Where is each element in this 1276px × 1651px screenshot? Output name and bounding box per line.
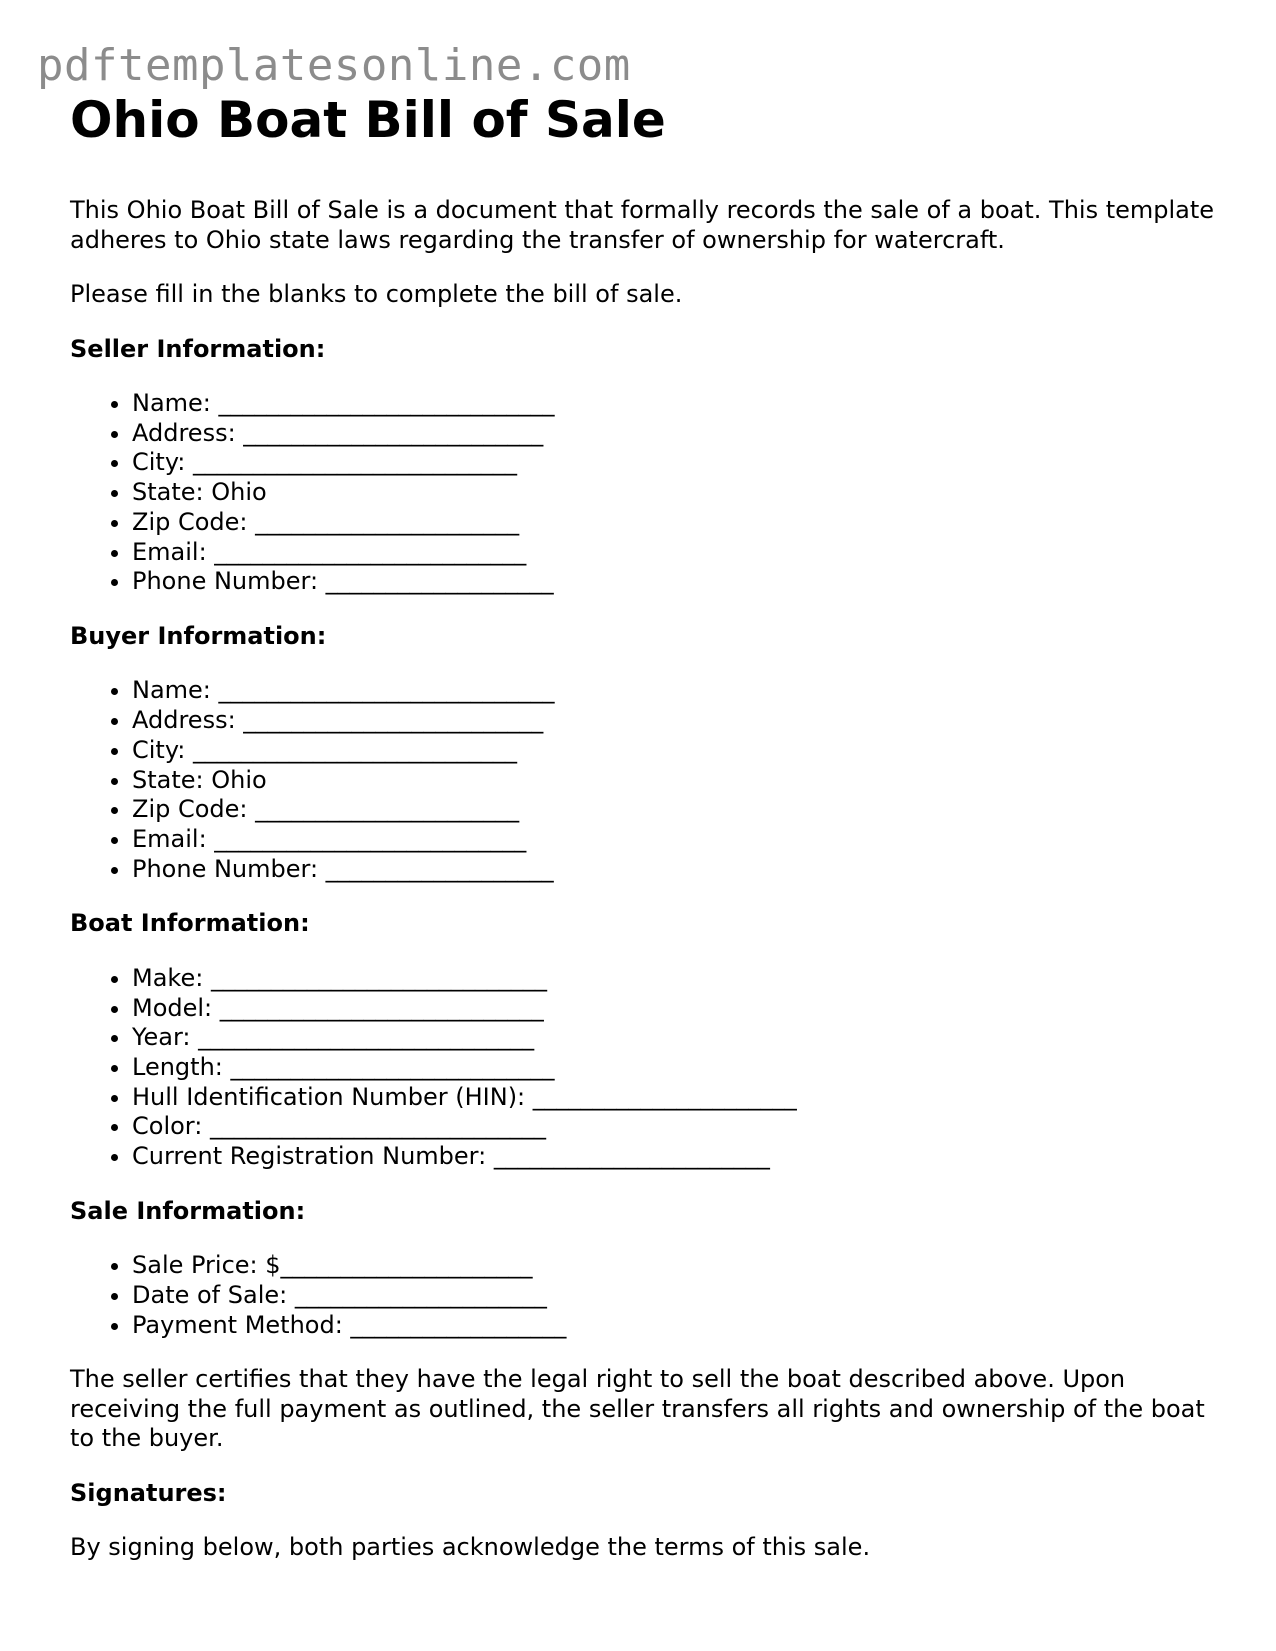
sale-heading: Sale Information: [70,1196,306,1225]
payment-method-field[interactable]: • Payment Method: __________________ [132,1311,1220,1341]
boat-color-field[interactable]: • Color: ____________________________ [132,1112,1220,1142]
boat-hin-field[interactable]: • Hull Identification Number (HIN): ______________________ [132,1083,1220,1113]
boat-make-field[interactable]: • Make: ____________________________ [132,964,1220,994]
boat-length-field[interactable]: • Length: ___________________________ [132,1053,1220,1083]
seller-field-list [70,389,1220,597]
boat-year-field[interactable]: • Year: ____________________________ [132,1023,1220,1053]
boat-heading: Boat Information: [70,909,310,938]
sale-field-list [70,1251,1220,1340]
seller-city-field[interactable]: • City: ___________________________ [132,448,1220,478]
buyer-zip-field[interactable]: • Zip Code: ______________________ [132,795,1220,825]
seller-name-field[interactable]: • Name: ____________________________ [132,389,1220,419]
buyer-name-field[interactable]: • Name: ____________________________ [132,676,1220,706]
signatures-heading: Signatures: [70,1478,227,1507]
watermark-text: pdftemplatesonline.com [37,40,631,91]
intro-paragraph: This Ohio Boat Bill of Sale is a document that formally records the sale of a boat. This template adheres to Ohio state laws regarding the transfer of ownership for watercraft. [70,196,1215,254]
buyer-city-field[interactable]: • City: ___________________________ [132,736,1220,766]
seller-email-field[interactable]: • Email: __________________________ [132,538,1220,568]
seller-phone-field[interactable]: • Phone Number: ___________________ [132,567,1220,597]
sale-date-field[interactable]: • Date of Sale: _____________________ [132,1281,1220,1311]
buyer-state-field: • State: Ohio [132,766,1220,796]
boat-field-list [70,964,1220,1172]
seller-address-field[interactable]: • Address: _________________________ [132,419,1220,449]
signatures-paragraph: By signing below, both parties acknowledge the terms of this sale. [70,1533,871,1562]
buyer-heading: Buyer Information: [70,621,327,650]
seller-heading: Seller Information: [70,334,326,363]
seller-zip-field[interactable]: • Zip Code: ______________________ [132,508,1220,538]
buyer-field-list [70,676,1220,884]
sale-price-field[interactable]: • Sale Price: $_____________________ [132,1251,1220,1281]
boat-model-field[interactable]: • Model: ___________________________ [132,994,1220,1024]
instructions-paragraph: Please fill in the blanks to complete the bill of sale. [70,280,683,308]
buyer-phone-field[interactable]: • Phone Number: ___________________ [132,855,1220,885]
seller-state-field: • State: Ohio [132,478,1220,508]
page-title: Ohio Boat Bill of Sale [70,91,666,149]
certification-paragraph: The seller certifies that they have the legal right to sell the boat described above. Upon receiving the full payment as outlined, the seller transfers all rights and ownership of the boat to the buyer. [70,1365,1205,1453]
document-body [70,88,1220,1563]
boat-registration-field[interactable]: • Current Registration Number: _______________________ [132,1142,1220,1172]
buyer-email-field[interactable]: • Email: __________________________ [132,825,1220,855]
buyer-address-field[interactable]: • Address: _________________________ [132,706,1220,736]
